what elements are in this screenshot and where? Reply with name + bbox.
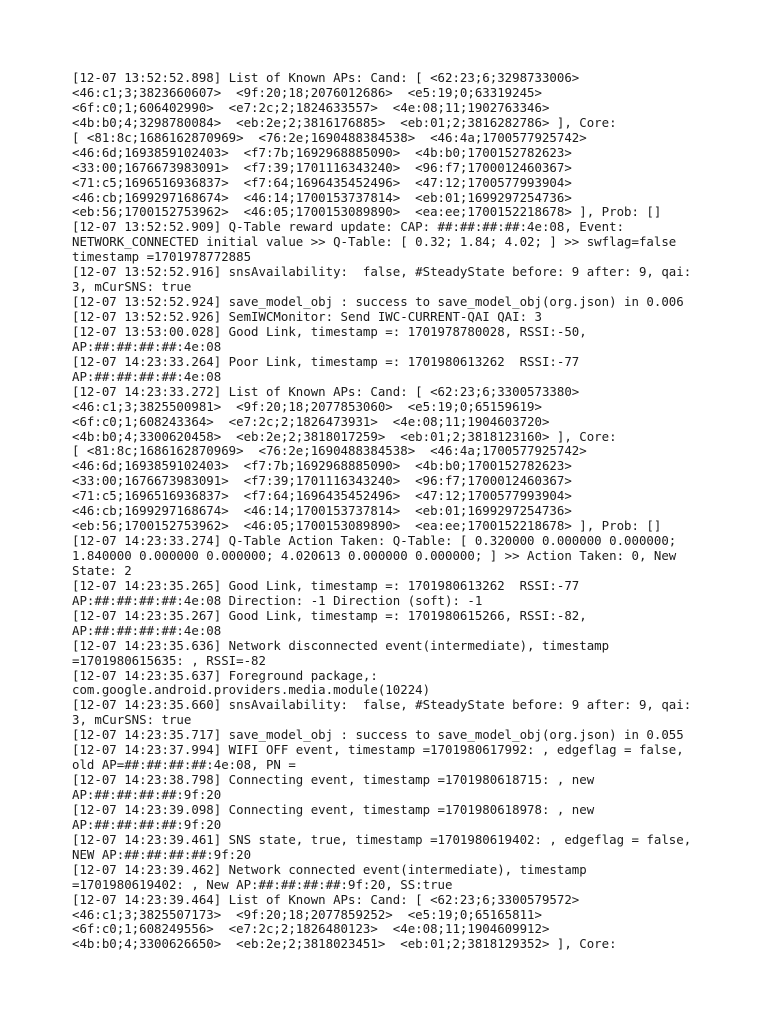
log-line: [12-07 14:23:39.098] Connecting event, timestamp =1701980618978: , new	[72, 801, 595, 817]
log-line: [12-07 14:23:33.264] Poor Link, timestamp =: 1701980613262 RSSI:-77	[72, 353, 580, 369]
log-line: AP:##:##:##:##:4e:08 Direction: -1 Direction (soft): -1	[72, 592, 483, 608]
log-line: <46:6d;1693859102403> <f7:7b;1692968885090> <4b:b0;1700152782623>	[72, 144, 572, 160]
log-line: 1.840000 0.000000 0.000000; 4.020613 0.000000 0.000000; ] >> Action Taken: 0, New	[72, 548, 677, 563]
log-line: [12-07 14:23:39.462] Network connected event(intermediate), timestamp	[72, 861, 587, 877]
log-line: [12-07 14:23:39.464] List of Known APs: Cand: [ <62:23;6;3300579572>	[72, 891, 580, 907]
log-line: [ <81:8c;1686162870969> <76:2e;1690488384538> <46:4a;1700577925742>	[72, 129, 587, 145]
log-line: [ <81:8c;1686162870969> <76:2e;1690488384538> <46:4a;1700577925742>	[72, 443, 587, 459]
log-line: <71:c5;1696516936837> <f7:64;1696435452496> <47:12;1700577993904>	[72, 174, 572, 190]
log-line: <4b:b0;4;3300626650> <eb:2e;2;3818023451> <eb:01;2;3818129352> ], Core:	[72, 936, 617, 952]
log-line: <6f:c0;1;608249556> <e7:2c;2;1826480123> <4e:08;11;1904609912>	[72, 921, 550, 937]
log-line: [12-07 13:52:52.898] List of Known APs: Cand: [ <62:23;6;3298733006>	[72, 70, 580, 85]
log-line: [12-07 14:23:38.798] Connecting event, timestamp =1701980618715: , new	[72, 772, 595, 788]
log-line: 3, mCurSNS: true	[72, 279, 192, 295]
log-line: [12-07 14:23:35.660] snsAvailability: false, #SteadyState before: 9 after: 9, qai:	[72, 697, 692, 713]
log-line: com.google.android.providers.media.module(10224)	[72, 682, 431, 698]
log-line: AP:##:##:##:##:9f:20	[72, 816, 222, 832]
log-line: [12-07 14:23:35.637] Foreground package,:	[72, 667, 378, 683]
log-line: <46:c1;3;3825500981> <9f:20;18;2077853060> <e5:19;0;65159619>	[72, 398, 542, 414]
log-line: <46:c1;3;3823660607> <9f:20;18;2076012686> <e5:19;0;63319245>	[72, 84, 542, 100]
log-line: [12-07 14:23:37.994] WIFI OFF event, timestamp =1701980617992: , edgeflag = false,	[72, 742, 684, 758]
log-line: [12-07 14:23:39.461] SNS state, true, timestamp =1701980619402: , edgeflag = false,	[72, 831, 692, 847]
log-line: <4b:b0;4;3298780084> <eb:2e;2;3816176885> <eb:01;2;3816282786> ], Core:	[72, 114, 617, 130]
log-line: NEW AP:##:##:##:##:9f:20	[72, 846, 252, 862]
log-line: timestamp =1701978772885	[72, 249, 252, 265]
log-line: NETWORK_CONNECTED initial value >> Q-Table: [ 0.32; 1.84; 4.02; ] >> swflag=false	[72, 234, 677, 250]
log-line: <71:c5;1696516936837> <f7:64;1696435452496> <47:12;1700577993904>	[72, 488, 572, 504]
log-line: <46:c1;3;3825507173> <9f:20;18;2077859252> <e5:19;0;65165811>	[72, 906, 542, 922]
log-line: AP:##:##:##:##:4e:08	[72, 368, 222, 384]
log-line: [12-07 14:23:33.272] List of Known APs: Cand: [ <62:23;6;3300573380>	[72, 383, 580, 399]
log-line: <6f:c0;1;606402990> <e7:2c;2;1824633557> <4e:08;11;1902763346>	[72, 99, 550, 115]
log-line: =1701980615635: , RSSI=-82	[72, 652, 266, 668]
log-line: <46:cb;1699297168674> <46:14;1700153737814> <eb:01;1699297254736>	[72, 503, 572, 519]
log-line: [12-07 13:52:52.909] Q-Table reward update: CAP: ##:##:##:##:4e:08, Event:	[72, 219, 625, 235]
log-line: [12-07 13:52:52.926] SemIWCMonitor: Send IWC-CURRENT-QAI QAI: 3	[72, 309, 542, 324]
log-line: State: 2	[72, 562, 132, 578]
log-line: [12-07 14:23:35.265] Good Link, timestamp =: 1701980613262 RSSI:-77	[72, 577, 580, 593]
log-line: [12-07 13:52:52.924] save_model_obj : success to save_model_obj(org.json) in 0.006	[72, 294, 684, 310]
log-line: <33:00;1676673983091> <f7:39;1701116343240> <96:f7;1700012460367>	[72, 473, 572, 489]
log-line: <6f:c0;1;608243364> <e7:2c;2;1826473931> <4e:08;11;1904603720>	[72, 413, 550, 429]
log-text-block	[72, 71, 762, 952]
log-line: [12-07 14:23:33.274] Q-Table Action Taken: Q-Table: [ 0.320000 0.000000 0.000000;	[72, 533, 677, 549]
log-line: [12-07 14:23:35.636] Network disconnected event(intermediate), timestamp	[72, 637, 610, 653]
log-line: 3, mCurSNS: true	[72, 712, 192, 728]
log-line: AP:##:##:##:##:4e:08	[72, 338, 222, 354]
log-line: <46:6d;1693859102403> <f7:7b;1692968885090> <4b:b0;1700152782623>	[72, 458, 572, 474]
log-line: [12-07 13:52:52.916] snsAvailability: false, #SteadyState before: 9 after: 9, qai:	[72, 264, 692, 280]
log-line: AP:##:##:##:##:4e:08	[72, 622, 222, 638]
log-line: <33:00;1676673983091> <f7:39;1701116343240> <96:f7;1700012460367>	[72, 159, 572, 175]
log-line: <46:cb;1699297168674> <46:14;1700153737814> <eb:01;1699297254736>	[72, 189, 572, 205]
log-line: [12-07 14:23:35.717] save_model_obj : success to save_model_obj(org.json) in 0.055	[72, 727, 684, 743]
log-line: [12-07 14:23:35.267] Good Link, timestamp =: 1701980615266, RSSI:-82,	[72, 607, 587, 623]
log-line: <eb:56;1700152753962> <46:05;1700153089890> <ea:ee;1700152218678> ], Prob: []	[72, 518, 662, 534]
log-line: <4b:b0;4;3300620458> <eb:2e;2;3818017259> <eb:01;2;3818123160> ], Core:	[72, 428, 617, 444]
log-line: old AP=##:##:##:##:4e:08, PN =	[72, 757, 296, 773]
log-line: [12-07 13:53:00.028] Good Link, timestamp =: 1701978780028, RSSI:-50,	[72, 323, 587, 339]
log-line: AP:##:##:##:##:9f:20	[72, 787, 222, 802]
log-line: =1701980619402: , New AP:##:##:##:##:9f:20, SS:true	[72, 876, 453, 892]
log-line: <eb:56;1700152753962> <46:05;1700153089890> <ea:ee;1700152218678> ], Prob: []	[72, 204, 662, 220]
